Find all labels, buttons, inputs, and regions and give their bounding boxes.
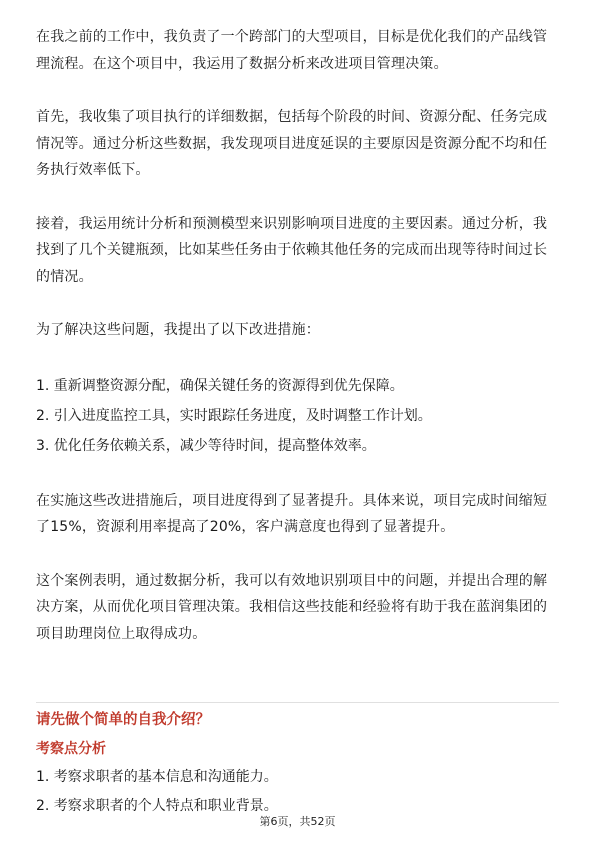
list-item: 2. 考察求职者的个人特点和职业背景。	[36, 798, 278, 814]
paragraph-conclusion: 这个案例表明，通过数据分析，我可以有效地识别项目中的问题，并提出合理的解决方案，从而优化项目管理决策。我相信这些技能和经验将有助于我在蓝润集团的项目助理岗位上取得成功。	[36, 572, 548, 642]
measures-list	[36, 371, 559, 461]
page-number: 第6页，共52页	[259, 815, 336, 828]
section-divider	[36, 702, 559, 703]
list-item: 1. 考察求职者的基本信息和沟通能力。	[36, 769, 278, 785]
paragraph-intro: 在我之前的工作中，我负责了一个跨部门的大型项目，目标是优化我们的产品线管理流程。在这个项目中，我运用了数据分析来改进项目管理决策。	[36, 29, 548, 72]
question-title: 请先做个简单的自我介绍？	[36, 712, 210, 728]
document-body	[36, 24, 559, 647]
list-item: 1. 重新调整资源分配，确保关键任务的资源得到优先保障。	[36, 377, 404, 394]
paragraph-results: 在实施这些改进措施后，项目进度得到了显著提升。具体来说，项目完成时间缩短了15%，资源利用率提高了20%，客户满意度也得到了显著提升。	[36, 492, 548, 535]
paragraph-analysis: 接着，我运用统计分析和预测模型来识别影响项目进度的主要因素。通过分析，我找到了几个关键瓶颈，比如某些任务由于依赖其他任务的完成而出现等待时间过长的情况。	[36, 215, 548, 285]
list-item: 2. 引入进度监控工具，实时跟踪任务进度，及时调整工作计划。	[36, 407, 432, 424]
paragraph-measures-intro: 为了解决这些问题，我提出了以下改进措施：	[36, 322, 320, 338]
list-item: 3. 优化任务依赖关系，减少等待时间，提高整体效率。	[36, 437, 376, 454]
paragraph-data-collection: 首先，我收集了项目执行的详细数据，包括每个阶段的时间、资源分配、任务完成情况等。通过分析这些数据，我发现项目进度延误的主要原因是资源分配不均和任务执行效率低下。	[36, 109, 548, 178]
analysis-points	[36, 763, 559, 821]
analysis-heading: 考察点分析	[36, 741, 106, 757]
